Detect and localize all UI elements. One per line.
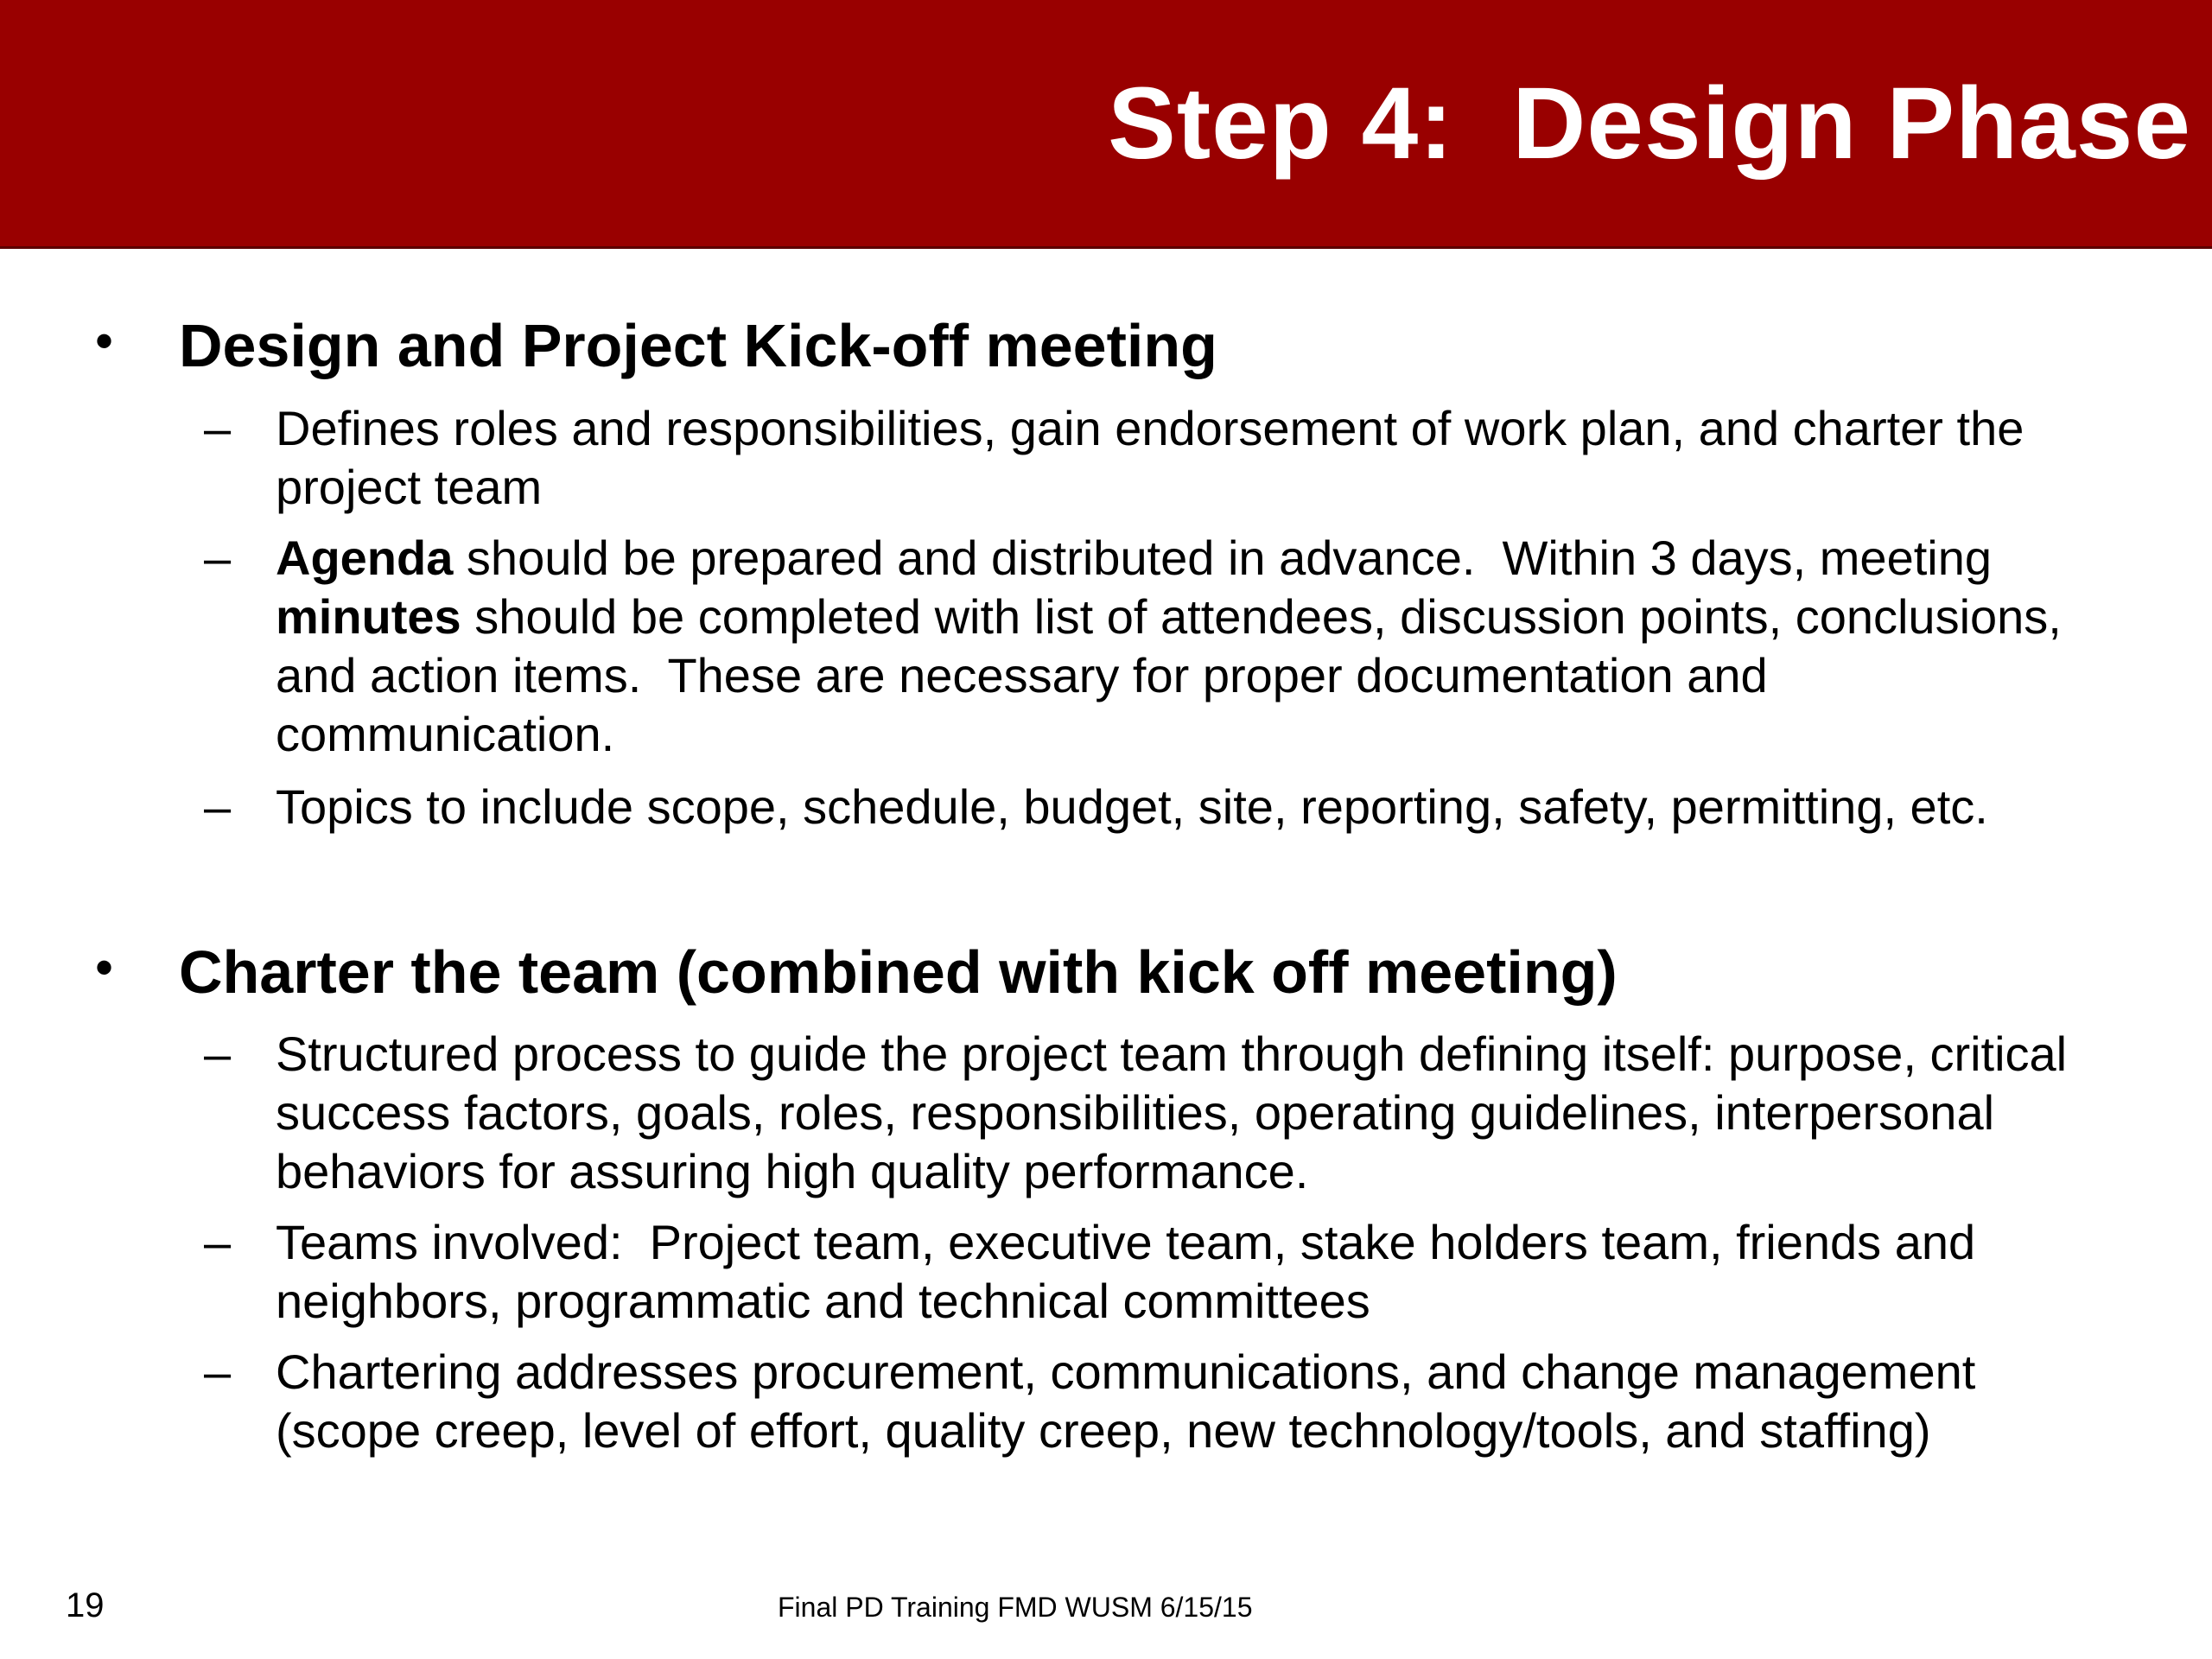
sub-item-text: Agenda should be prepared and distributed in advance. Within 3 days, meeting minutes should be completed with list of attendees, discussion points, conclusions, and action items. These are necessary for proper documentation and communication. (276, 531, 2062, 761)
page-number: 19 (66, 1586, 105, 1624)
dash-icon: – (204, 1027, 232, 1081)
dash-icon: – (204, 1215, 232, 1269)
footer-text: Final PD Training FMD WUSM 6/15/15 (778, 1592, 1253, 1623)
sub-item-text: Teams involved: Project team, executive team, stake holders team, friends and neighbors, programmatic and technical committees (276, 1215, 1976, 1328)
bold-term: Agenda (276, 531, 454, 585)
sub-item-text: Defines roles and responsibilities, gain endorsement of work plan, and charter the project team (276, 401, 2024, 514)
sub-item-text: Chartering addresses procurement, communications, and change management (scope creep, level of effort, quality creep, new technology/tools, and staffing) (276, 1344, 1976, 1458)
bullet-dot-icon: • (95, 312, 114, 370)
bullet-heading: Charter the team (combined with kick off meeting) (179, 938, 1618, 1006)
slide-title: Step 4: Design Phase (1108, 67, 2191, 181)
dash-icon: – (204, 401, 232, 455)
sub-item-text: Topics to include scope, schedule, budget, site, reporting, safety, permitting, etc. (276, 779, 1988, 834)
sub-item-text: Structured process to guide the project team through defining itself: purpose, critical success factors, goals, roles, responsibilities, operating guidelines, interpersonal behaviors for assuring high quality performance. (276, 1027, 2068, 1198)
bullet-heading: Design and Project Kick-off meeting (179, 312, 1217, 379)
title-bar (0, 0, 2212, 249)
dash-icon: – (204, 779, 232, 834)
dash-icon: – (204, 531, 232, 585)
bold-term: minutes (276, 589, 461, 644)
bullet-dot-icon: • (95, 938, 114, 996)
dash-icon: – (204, 1344, 232, 1399)
